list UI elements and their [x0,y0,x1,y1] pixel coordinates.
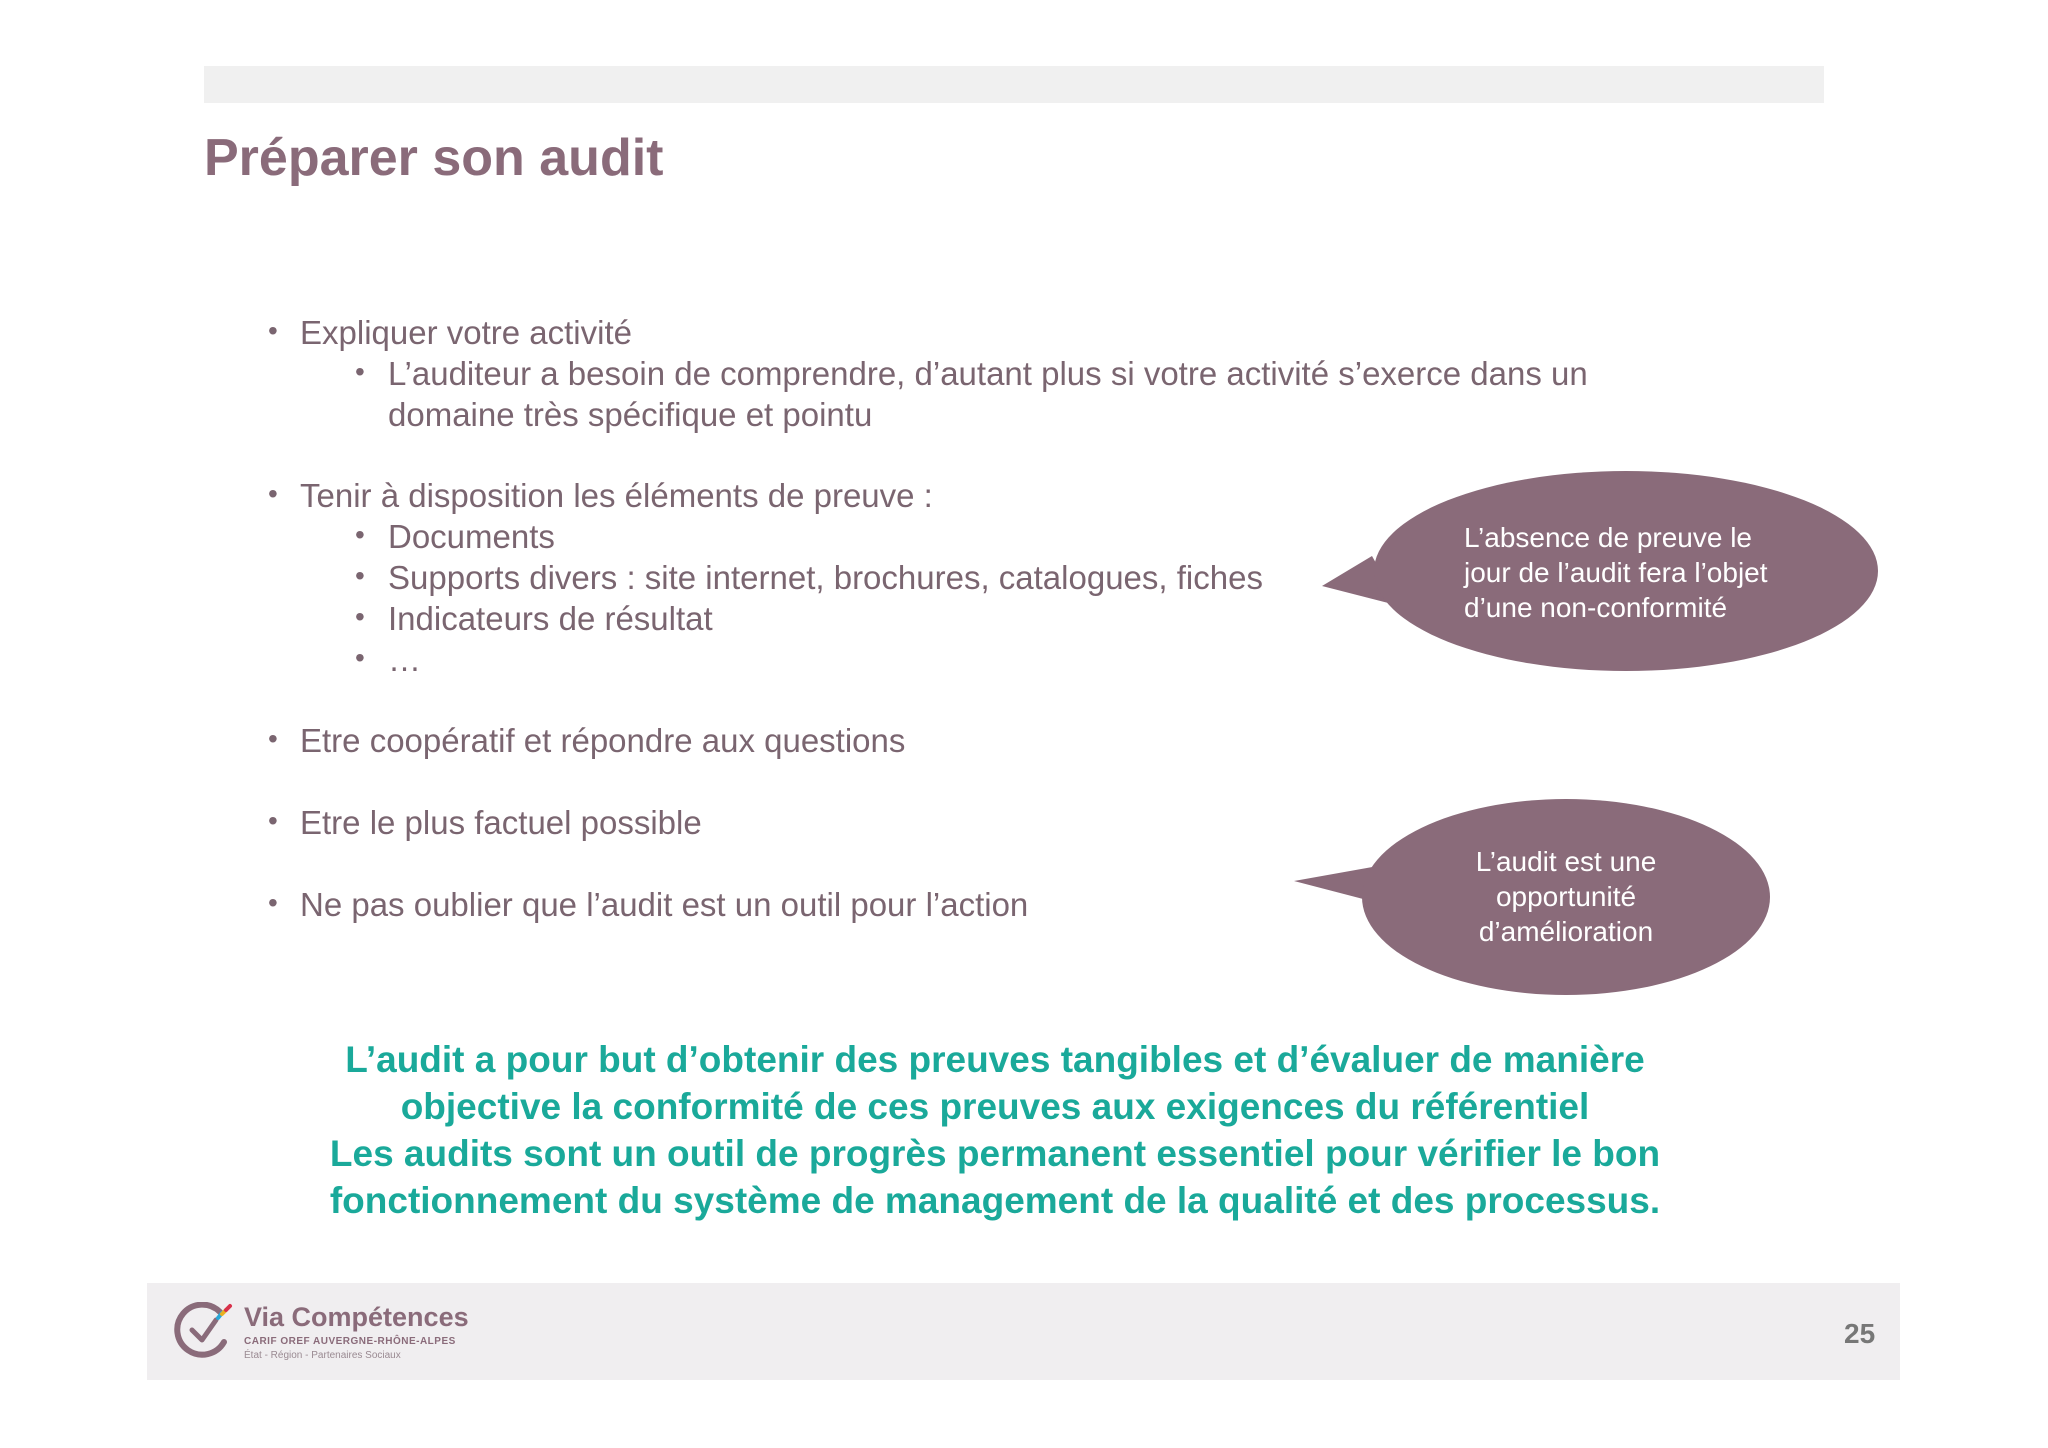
bullet-4: Etre le plus factuel possible [300,804,702,841]
bullet-dot-icon: • [355,356,365,387]
bullet-2: Tenir à disposition les éléments de preuve : [300,477,933,514]
summary-line-4: fonctionnement du système de management de la qualité et des processus. [329,1180,1661,1221]
bullet-2-sub-2: Supports divers : site internet, brochures, catalogues, fiches [388,559,1263,596]
callout-1-line-1: L’absence de preuve le [1464,522,1752,553]
bullet-1: Expliquer votre activité [300,314,632,351]
logo-tagline: État - Région - Partenaires Sociaux [244,1350,401,1361]
callout-2-line-2: opportunité [1495,881,1637,912]
bullet-2-sub-3: Indicateurs de résultat [388,600,713,637]
callout-2-text [1466,844,1666,949]
callout-2-line-1: L’audit est une [1475,846,1657,877]
bullet-2-sub-4: … [388,641,421,678]
bullet-1-sub-1-cont: domaine très spécifique et pointu [388,396,873,433]
slide-title: Préparer son audit [204,129,664,187]
bullet-dot-icon: • [268,315,278,346]
summary-statement [260,1036,1730,1224]
bullet-dot-icon: • [355,519,365,550]
callout-2-line-3: d’amélioration [1478,916,1654,947]
bullet-dot-icon: • [268,723,278,754]
bullet-2-sub-1: Documents [388,518,555,555]
bullet-dot-icon: • [268,478,278,509]
bullet-dot-icon: • [355,642,365,673]
bullet-3: Etre coopératif et répondre aux questions [300,722,906,759]
callout-1-text [1464,520,1768,625]
bullet-5: Ne pas oublier que l’audit est un outil pour l’action [300,886,1029,923]
page-number: 25 [1844,1318,1876,1349]
callout-1-line-3: d’une non-conformité [1464,592,1728,623]
via-competences-logo-icon [174,1302,238,1360]
bullet-1-sub-1: L’auditeur a besoin de comprendre, d’autant plus si votre activité s’exerce dans un [388,355,1588,392]
summary-line-2: objective la conformité de ces preuves aux exigences du référentiel [400,1086,1590,1127]
bullet-dot-icon: • [268,887,278,918]
bullet-dot-icon: • [355,560,365,591]
logo-title: Via Compétences [244,1302,469,1332]
bullet-dot-icon: • [355,601,365,632]
callout-1-line-2: jour de l’audit fera l’objet [1464,557,1768,588]
bullet-dot-icon: • [268,805,278,836]
summary-line-3: Les audits sont un outil de progrès permanent essentiel pour vérifier le bon [329,1133,1661,1174]
logo-subtitle: CARIF OREF AUVERGNE-RHÔNE-ALPES [244,1336,456,1347]
summary-line-1: L’audit a pour but d’obtenir des preuves tangibles et d’évaluer de manière [345,1039,1645,1080]
